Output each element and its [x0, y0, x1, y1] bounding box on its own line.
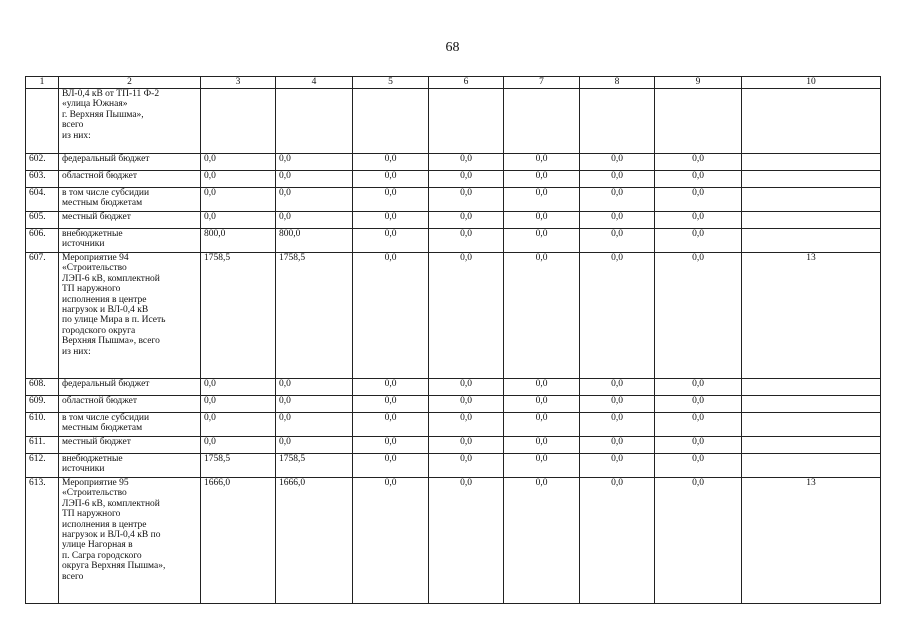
value-cell: 0,0: [429, 253, 504, 379]
row-number-cell: 606.: [26, 229, 59, 253]
value-cell: 0,0: [504, 212, 580, 229]
value-cell: 0,0: [429, 154, 504, 171]
value-cell: 0,0: [276, 437, 353, 454]
column-10-cell: [742, 454, 881, 478]
value-cell: [655, 89, 742, 154]
value-cell: 0,0: [580, 229, 655, 253]
value-cell: 0,0: [504, 396, 580, 413]
value-cell: 0,0: [504, 478, 580, 604]
table-row: [26, 253, 881, 379]
table-row: [26, 379, 881, 396]
row-name-cell: ВЛ-0,4 кВ от ТП-11 Ф-2 «улица Южная» г. Верхняя Пышма», всего из них:: [59, 89, 201, 154]
value-cell: 0,0: [276, 379, 353, 396]
column-header: 2: [59, 77, 201, 89]
row-number-cell: 609.: [26, 396, 59, 413]
value-cell: [580, 89, 655, 154]
column-header: 4: [276, 77, 353, 89]
column-header: 5: [353, 77, 429, 89]
value-cell: 0,0: [429, 229, 504, 253]
value-cell: 0,0: [353, 396, 429, 413]
column-10-cell: [742, 188, 881, 212]
value-cell: 0,0: [201, 437, 276, 454]
column-10-cell: [742, 396, 881, 413]
row-name-cell: в том числе субсидии местным бюджетам: [59, 188, 201, 212]
value-cell: 1758,5: [276, 253, 353, 379]
table-row: [26, 212, 881, 229]
value-cell: 0,0: [353, 478, 429, 604]
value-cell: [504, 89, 580, 154]
value-cell: 1758,5: [276, 454, 353, 478]
value-cell: 0,0: [655, 229, 742, 253]
table-row: [26, 188, 881, 212]
value-cell: 0,0: [580, 253, 655, 379]
column-header: 10: [742, 77, 881, 89]
value-cell: 0,0: [580, 188, 655, 212]
value-cell: 0,0: [655, 437, 742, 454]
value-cell: 0,0: [276, 413, 353, 437]
value-cell: 0,0: [655, 413, 742, 437]
column-header: 3: [201, 77, 276, 89]
value-cell: 0,0: [201, 396, 276, 413]
value-cell: 0,0: [429, 396, 504, 413]
value-cell: 0,0: [655, 171, 742, 188]
row-name-cell: областной бюджет: [59, 396, 201, 413]
column-10-cell: 13: [742, 478, 881, 604]
column-header: 8: [580, 77, 655, 89]
column-10-cell: [742, 437, 881, 454]
value-cell: 0,0: [276, 171, 353, 188]
budget-table: [25, 76, 881, 604]
value-cell: [429, 89, 504, 154]
row-number-cell: 603.: [26, 171, 59, 188]
value-cell: 0,0: [276, 396, 353, 413]
column-10-cell: [742, 89, 881, 154]
table-row: [26, 437, 881, 454]
row-number-cell: 611.: [26, 437, 59, 454]
value-cell: 0,0: [353, 454, 429, 478]
row-name-cell: местный бюджет: [59, 212, 201, 229]
row-name-cell: внебюджетные источники: [59, 454, 201, 478]
column-header: 7: [504, 77, 580, 89]
table-row: [26, 154, 881, 171]
value-cell: 800,0: [201, 229, 276, 253]
value-cell: [276, 89, 353, 154]
value-cell: 0,0: [580, 413, 655, 437]
value-cell: [353, 89, 429, 154]
row-name-cell: федеральный бюджет: [59, 154, 201, 171]
value-cell: 0,0: [504, 171, 580, 188]
row-name-cell: Мероприятие 94 «Строительство ЛЭП-6 кВ, комплектной ТП наружного исполнения в центре нагрузок и ВЛ-0,4 кВ по улице Мира в п. Исеть городского округа Верхняя Пышма», всего из них:: [59, 253, 201, 379]
row-name-cell: в том числе субсидии местным бюджетам: [59, 413, 201, 437]
value-cell: 0,0: [504, 454, 580, 478]
value-cell: 0,0: [504, 379, 580, 396]
value-cell: 0,0: [580, 478, 655, 604]
row-name-cell: внебюджетные источники: [59, 229, 201, 253]
value-cell: 0,0: [504, 437, 580, 454]
value-cell: 0,0: [201, 154, 276, 171]
value-cell: 0,0: [504, 229, 580, 253]
value-cell: 0,0: [429, 188, 504, 212]
value-cell: 0,0: [201, 188, 276, 212]
value-cell: 0,0: [429, 478, 504, 604]
value-cell: 0,0: [580, 154, 655, 171]
value-cell: [201, 89, 276, 154]
value-cell: 0,0: [429, 413, 504, 437]
value-cell: 0,0: [429, 171, 504, 188]
row-number-cell: 607.: [26, 253, 59, 379]
value-cell: 0,0: [201, 379, 276, 396]
page-number: 68: [445, 40, 460, 55]
table-header-row: [26, 77, 881, 89]
row-name-cell: областной бюджет: [59, 171, 201, 188]
value-cell: 0,0: [655, 188, 742, 212]
column-10-cell: [742, 413, 881, 437]
column-header: 1: [26, 77, 59, 89]
column-header: 9: [655, 77, 742, 89]
row-number-cell: 608.: [26, 379, 59, 396]
value-cell: 0,0: [429, 212, 504, 229]
value-cell: 0,0: [353, 413, 429, 437]
row-name-cell: местный бюджет: [59, 437, 201, 454]
value-cell: 0,0: [353, 188, 429, 212]
value-cell: 0,0: [580, 396, 655, 413]
value-cell: 1758,5: [201, 253, 276, 379]
value-cell: 0,0: [655, 253, 742, 379]
value-cell: 0,0: [353, 154, 429, 171]
value-cell: 0,0: [353, 171, 429, 188]
column-10-cell: 13: [742, 253, 881, 379]
value-cell: 0,0: [655, 154, 742, 171]
value-cell: 800,0: [276, 229, 353, 253]
column-10-cell: [742, 154, 881, 171]
table-row: [26, 89, 881, 154]
value-cell: 0,0: [504, 253, 580, 379]
value-cell: 0,0: [655, 379, 742, 396]
column-10-cell: [742, 171, 881, 188]
value-cell: 0,0: [429, 437, 504, 454]
value-cell: 0,0: [580, 454, 655, 478]
column-10-cell: [742, 229, 881, 253]
value-cell: 0,0: [276, 188, 353, 212]
table-row: [26, 396, 881, 413]
value-cell: 0,0: [201, 212, 276, 229]
value-cell: 0,0: [201, 171, 276, 188]
row-number-cell: 613.: [26, 478, 59, 604]
value-cell: 0,0: [580, 379, 655, 396]
value-cell: 0,0: [504, 154, 580, 171]
value-cell: 0,0: [429, 454, 504, 478]
value-cell: 0,0: [353, 437, 429, 454]
value-cell: 0,0: [353, 212, 429, 229]
row-name-cell: федеральный бюджет: [59, 379, 201, 396]
column-10-cell: [742, 212, 881, 229]
value-cell: 0,0: [276, 154, 353, 171]
value-cell: 0,0: [655, 478, 742, 604]
table-row: [26, 454, 881, 478]
value-cell: 0,0: [201, 413, 276, 437]
table-row: [26, 413, 881, 437]
row-name-cell: Мероприятие 95 «Строительство ЛЭП-6 кВ, комплектной ТП наружного исполнения в центре нагрузок и ВЛ-0,4 кВ по улице Нагорная в п. Сагра городского округа Верхняя Пышма», всего: [59, 478, 201, 604]
row-number-cell: 604.: [26, 188, 59, 212]
value-cell: 0,0: [655, 396, 742, 413]
row-number-cell: 605.: [26, 212, 59, 229]
value-cell: 0,0: [504, 413, 580, 437]
value-cell: 0,0: [655, 454, 742, 478]
column-10-cell: [742, 379, 881, 396]
row-number-cell: 610.: [26, 413, 59, 437]
value-cell: 0,0: [353, 379, 429, 396]
value-cell: 0,0: [655, 212, 742, 229]
value-cell: 0,0: [276, 212, 353, 229]
table-row: [26, 478, 881, 604]
table-row: [26, 171, 881, 188]
value-cell: 0,0: [353, 229, 429, 253]
value-cell: 0,0: [580, 171, 655, 188]
value-cell: 0,0: [429, 379, 504, 396]
value-cell: 1666,0: [201, 478, 276, 604]
row-number-cell: 612.: [26, 454, 59, 478]
value-cell: 0,0: [353, 253, 429, 379]
column-header: 6: [429, 77, 504, 89]
row-number-cell: [26, 89, 59, 154]
row-number-cell: 602.: [26, 154, 59, 171]
table-row: [26, 229, 881, 253]
value-cell: 0,0: [504, 188, 580, 212]
value-cell: 0,0: [580, 437, 655, 454]
value-cell: 0,0: [580, 212, 655, 229]
value-cell: 1758,5: [201, 454, 276, 478]
value-cell: 1666,0: [276, 478, 353, 604]
